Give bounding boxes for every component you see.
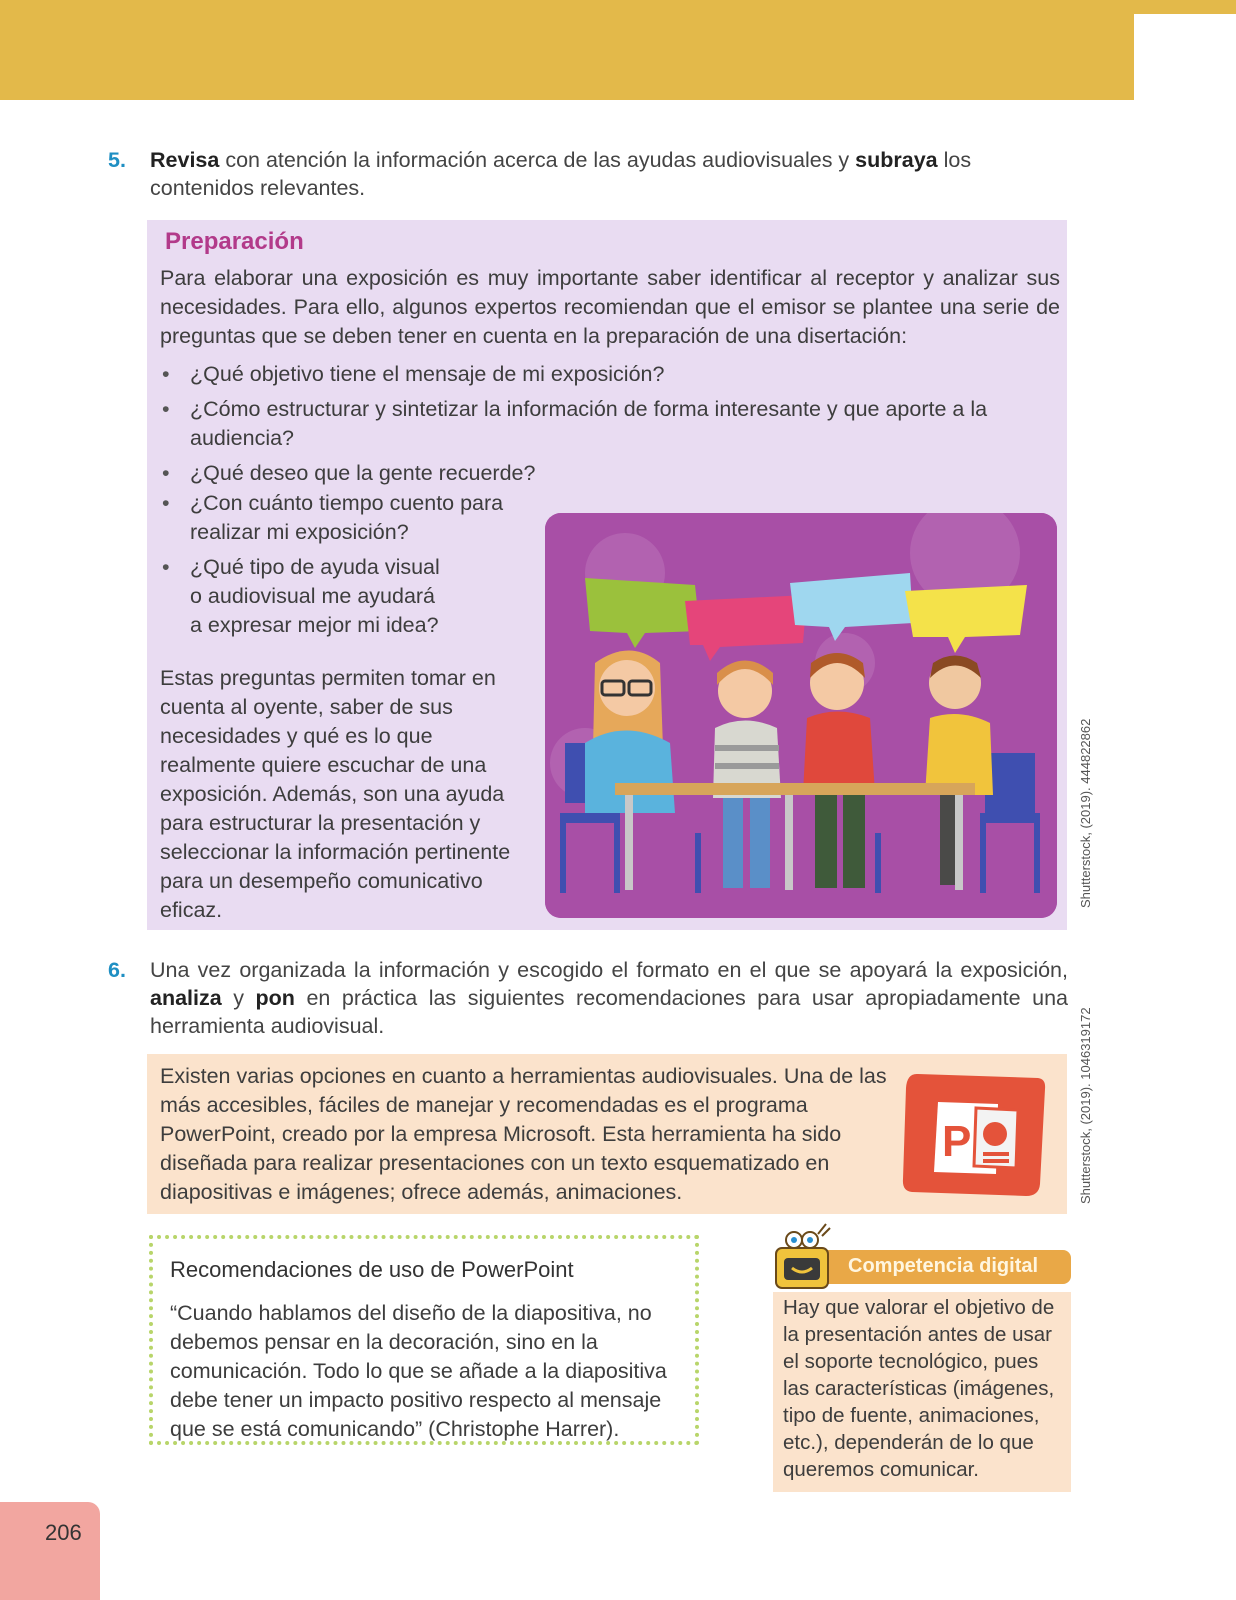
activity-text-part: con atención la información acerca de las ayudas audiovisuales y	[219, 148, 856, 172]
competencia-digital-label: Competencia digital	[848, 1255, 1039, 1277]
illustration-art	[545, 513, 1057, 918]
activity-text	[150, 146, 1065, 202]
activity-text-part: Una vez organizada la información y escogido el formato en el que se apoyará la exposición,	[150, 958, 1068, 982]
activity-text-part: los contenidos relevantes.	[150, 148, 972, 200]
competencia-digital-text: Hay que valorar el objetivo de la presentación antes de usar el soporte tecnológico, pues las características (imágenes, tipo de fuente, animaciones, etc.), dependerán de lo que queremos comunicar.	[783, 1296, 1055, 1481]
top-color-band-edge	[1134, 0, 1236, 14]
activity-verb: subraya	[855, 148, 938, 172]
competencia-digital-banner	[810, 1250, 1071, 1284]
image-credit-2: Shutterstock, (2019). 1046319172	[1078, 1007, 1093, 1204]
powerpoint-logo-icon	[898, 1064, 1048, 1204]
recomendaciones-title: Recomendaciones de uso de PowerPoint	[170, 1257, 574, 1282]
question-item: • ¿Qué deseo que la gente recuerde?	[160, 459, 1040, 488]
powerpoint-info-text: Existen varias opciones en cuanto a herramientas audiovisuales. Una de las más accesibles, fáciles de manejar y recomendadas es el programa PowerPoint, creado por la empresa Microsoft. Esta herramienta ha sido diseñada para realizar presentaciones con un texto esquematizado en diapositivas e imágenes; ofrece además, animaciones.	[160, 1064, 887, 1204]
activity-number: 5.	[108, 148, 126, 172]
competencia-digital-box	[773, 1292, 1071, 1492]
activity-text-part: y	[221, 986, 256, 1010]
preparacion-outro: Estas preguntas permiten tomar en cuenta al oyente, saber de sus necesidades y qué es lo que realmente quiere escuchar de una exposición. Además, son una ayuda para estructurar la presentación y seleccionar la información pertinente para un desempeño comunicativo eficaz.	[160, 666, 511, 922]
discussion-illustration	[545, 513, 1057, 918]
question-item: • ¿Cómo estructurar y sintetizar la información de forma interesante y que aporte a la audiencia?	[160, 395, 990, 453]
question-item: • ¿Qué tipo de ayuda visual o audiovisual me ayudará a expresar mejor mi idea?	[160, 553, 450, 640]
top-color-band	[0, 0, 1134, 100]
robot-mascot-icon	[768, 1222, 848, 1292]
activity-text-part: en práctica las siguientes recomendaciones para usar apropiadamente una herramienta audiovisual.	[150, 986, 1068, 1038]
preparacion-title: Preparación	[165, 228, 304, 255]
preparacion-intro: Para elaborar una exposición es muy importante saber identificar al receptor y analizar sus necesidades. Para ello, algunos expertos recomiendan que el emisor se plantee una serie de preguntas que se deben tener en cuenta en la preparación de una disertación:	[160, 266, 1060, 348]
activity-verb: pon	[255, 986, 295, 1010]
activity-number: 6.	[108, 958, 126, 982]
activity-verb: analiza	[150, 986, 222, 1010]
question-item: • ¿Qué objetivo tiene el mensaje de mi exposición?	[160, 360, 1040, 389]
page-number-tab	[0, 1502, 100, 1600]
question-list-wide	[160, 360, 1040, 494]
activity-text	[150, 956, 1068, 1040]
page-number: 206	[45, 1520, 82, 1545]
powerpoint-logo-letter: P	[942, 1117, 972, 1166]
image-credit-1: Shutterstock, (2019). 444822862	[1078, 718, 1093, 908]
recomendaciones-quote: “Cuando hablamos del diseño de la diapositiva, no debemos pensar en la decoración, sino en la comunicación. Todo lo que se añade a la diapositiva debe tener un impacto positivo respecto al mensaje que se está comunicando” (Christophe Harrer).	[170, 1301, 667, 1441]
activity-verb: Revisa	[150, 148, 220, 172]
question-list-narrow	[160, 489, 520, 646]
preparacion-box	[147, 220, 1067, 930]
question-item: • ¿Con cuánto tiempo cuento para realizar mi exposición?	[160, 489, 505, 547]
recomendaciones-box	[149, 1235, 699, 1445]
